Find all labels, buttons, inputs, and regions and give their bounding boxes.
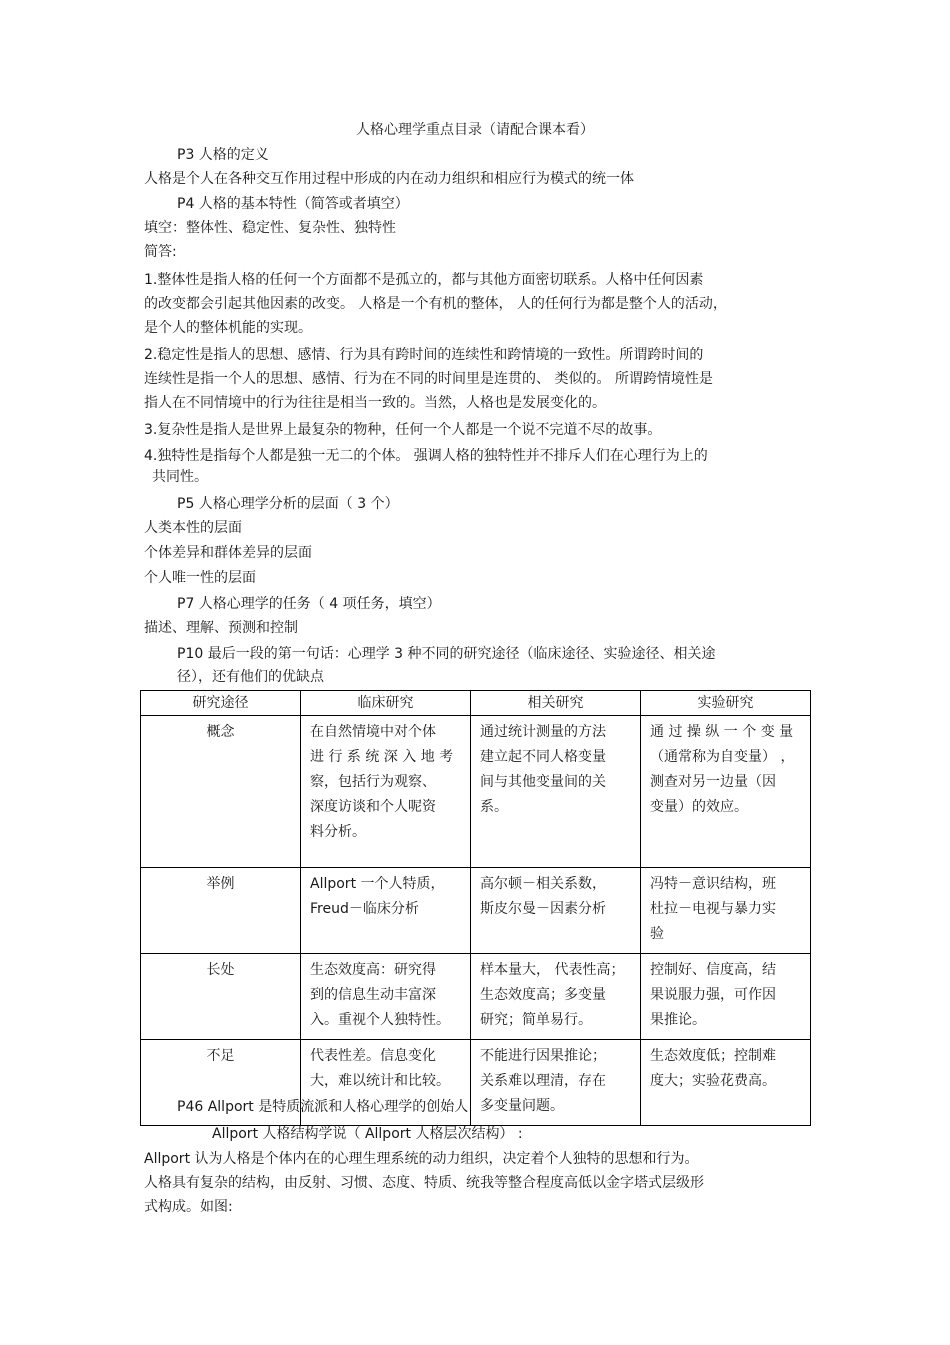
p4-item1-line3: 是个人的整体机能的实现。: [144, 320, 312, 336]
table-row-label: 举例: [141, 868, 301, 954]
table-row: [141, 954, 811, 1040]
cell-line: 测查对另一边量（因: [650, 774, 776, 790]
cell-line: 冯特－意识结构，班: [650, 876, 776, 892]
p5-level-1: 人类本性的层面: [144, 520, 242, 536]
table-cell-clinical: [301, 716, 471, 868]
table-row-label: 不足: [141, 1040, 301, 1126]
cell-line: 建立起不同人格变量: [480, 749, 606, 765]
cell-line: 验: [650, 926, 664, 942]
table-cell-clinical: [301, 868, 471, 954]
cell-line: 系。: [480, 799, 508, 815]
p5-level-3: 个人唯一性的层面: [144, 570, 256, 586]
table-row-label: 长处: [141, 954, 301, 1040]
table-cell-experimental: [641, 1040, 811, 1126]
cell-line: 关系难以理清，存在: [480, 1073, 606, 1089]
table-header-clinical: 临床研究: [301, 691, 471, 716]
p46-body-line1: Allport 认为人格是个体内在的心理生理系统的动力组织，决定着个人独特的思想和行为。: [144, 1151, 699, 1167]
cell-line: 高尔顿－相关系数，: [480, 876, 606, 892]
cell-line: 料分析。: [310, 824, 366, 840]
p4-item3: 3.复杂性是指人是世界上最复杂的物种，任何一个人都是一个说不完道不尽的故事。: [144, 422, 662, 438]
p4-fill: 填空：整体性、稳定性、复杂性、独特性: [144, 220, 396, 236]
table-row-label: 概念: [141, 716, 301, 868]
cell-line: 多变量问题。: [480, 1098, 564, 1114]
table-header-experimental: 实验研究: [641, 691, 811, 716]
p4-item4-line1: 4.独特性是指每个人都是独一无二的个体。 强调人格的独特性并不排斥人们在心理行为上的: [144, 448, 708, 464]
cell-line: （通常称为自变量） ，: [650, 749, 795, 765]
p4-item2-line2: 连续性是指一个人的思想、感情、行为在不同的时间里是连贯的、 类似的。 所谓跨情境性是: [144, 371, 713, 387]
cell-line: 斯皮尔曼－因素分析: [480, 901, 606, 917]
cell-line: 代表性差。信息变化: [310, 1048, 436, 1064]
table-cell-experimental: [641, 868, 811, 954]
table-row: [141, 868, 811, 954]
p4-item2-line1: 2.稳定性是指人的思想、感情、行为具有跨时间的连续性和跨情境的一致性。所谓跨时间的: [144, 347, 704, 363]
table-header-row: [141, 691, 811, 716]
p3-definition: 人格是个人在各种交互作用过程中形成的内在动力组织和相应行为模式的统一体: [144, 171, 634, 187]
table-cell-experimental: [641, 954, 811, 1040]
p4-heading: P4 人格的基本特性（简答或者填空）: [177, 196, 409, 212]
cell-line: 度大；实验花费高。: [650, 1073, 776, 1089]
table-cell-experimental: [641, 716, 811, 868]
cell-line: 研究；简单易行。: [480, 1012, 592, 1028]
cell-line: 样本量大， 代表性高；: [480, 962, 625, 978]
table-cell-correlational: [471, 868, 641, 954]
cell-line: 生态效度高；多变量: [480, 987, 606, 1003]
cell-line: 进 行 系 统 深 入 地 考: [310, 749, 454, 765]
cell-line: 察，包括行为观察、: [310, 774, 436, 790]
table-row: [141, 716, 811, 868]
cell-line: 不能进行因果推论；: [480, 1048, 606, 1064]
cell-line: 在自然情境中对个体: [310, 724, 436, 740]
cell-line: 深度访谈和个人呢资: [310, 799, 436, 815]
cell-line: Freud－临床分析: [310, 901, 419, 917]
p7-heading: P7 人格心理学的任务（ 4 项任务，填空）: [177, 596, 441, 612]
cell-line: 果说服力强，可作因: [650, 987, 776, 1003]
cell-line: 变量）的效应。: [650, 799, 748, 815]
p10-heading-line1: P10 最后一段的第一句话：心理学 3 种不同的研究途径（临床途径、实验途径、相关途: [177, 646, 716, 662]
page-title: 人格心理学重点目录（请配合课本看）: [356, 122, 594, 138]
cell-line: 杜拉－电视与暴力实: [650, 901, 776, 917]
p3-heading: P3 人格的定义: [177, 147, 269, 163]
research-approach-table: [140, 690, 811, 1126]
cell-line: 果推论。: [650, 1012, 706, 1028]
table-header-correlational: 相关研究: [471, 691, 641, 716]
cell-line: 入。重视个人独特性。: [310, 1012, 450, 1028]
p7-tasks: 描述、理解、预测和控制: [144, 620, 298, 636]
p46-subheading: Allport 人格结构学说（ Allport 人格层次结构） :: [212, 1126, 523, 1142]
table-cell-correlational: [471, 716, 641, 868]
p4-short-answer-label: 简答:: [144, 244, 177, 260]
cell-line: 到的信息生动丰富深: [310, 987, 436, 1003]
table-cell-correlational: [471, 954, 641, 1040]
cell-line: 通过统计测量的方法: [480, 724, 606, 740]
cell-line: 生态效度低；控制难: [650, 1048, 776, 1064]
p5-level-2: 个体差异和群体差异的层面: [144, 545, 312, 561]
table-header-approach: 研究途径: [141, 691, 301, 716]
p4-item4-line2: 共同性。: [152, 469, 208, 485]
cell-line: 大，难以统计和比较。: [310, 1073, 450, 1089]
cell-line: 间与其他变量间的关: [480, 774, 606, 790]
p5-heading: P5 人格心理学分析的层面（ 3 个）: [177, 496, 399, 512]
cell-line: 控制好、信度高，结: [650, 962, 776, 978]
p4-item1-line2: 的改变都会引起其他因素的改变。 人格是一个有机的整体， 人的任何行为都是整个人的活动，: [144, 296, 727, 312]
p46-body-line3: 式构成。如图:: [144, 1199, 233, 1215]
p46-body-line2: 人格具有复杂的结构，由反射、习惯、态度、特质、统我等整合程度高低以金字塔式层级形: [144, 1175, 704, 1191]
table-cell-clinical: [301, 954, 471, 1040]
table-cell-correlational: [471, 1040, 641, 1126]
p4-item1-line1: 1.整体性是指人格的任何一个方面都不是孤立的，都与其他方面密切联系。人格中任何因素: [144, 272, 704, 288]
p10-heading-line2: 径），还有他们的优缺点: [177, 669, 324, 685]
cell-line: 生态效度高：研究得: [310, 962, 436, 978]
cell-line: 通 过 操 纵 一 个 变 量: [650, 724, 794, 740]
p46-heading: P46 Allport 是特质流派和人格心理学的创始人: [177, 1099, 469, 1115]
cell-line: Allport 一个人特质，: [310, 876, 445, 892]
p4-item2-line3: 指人在不同情境中的行为往往是相当一致的。当然，人格也是发展变化的。: [144, 395, 606, 411]
